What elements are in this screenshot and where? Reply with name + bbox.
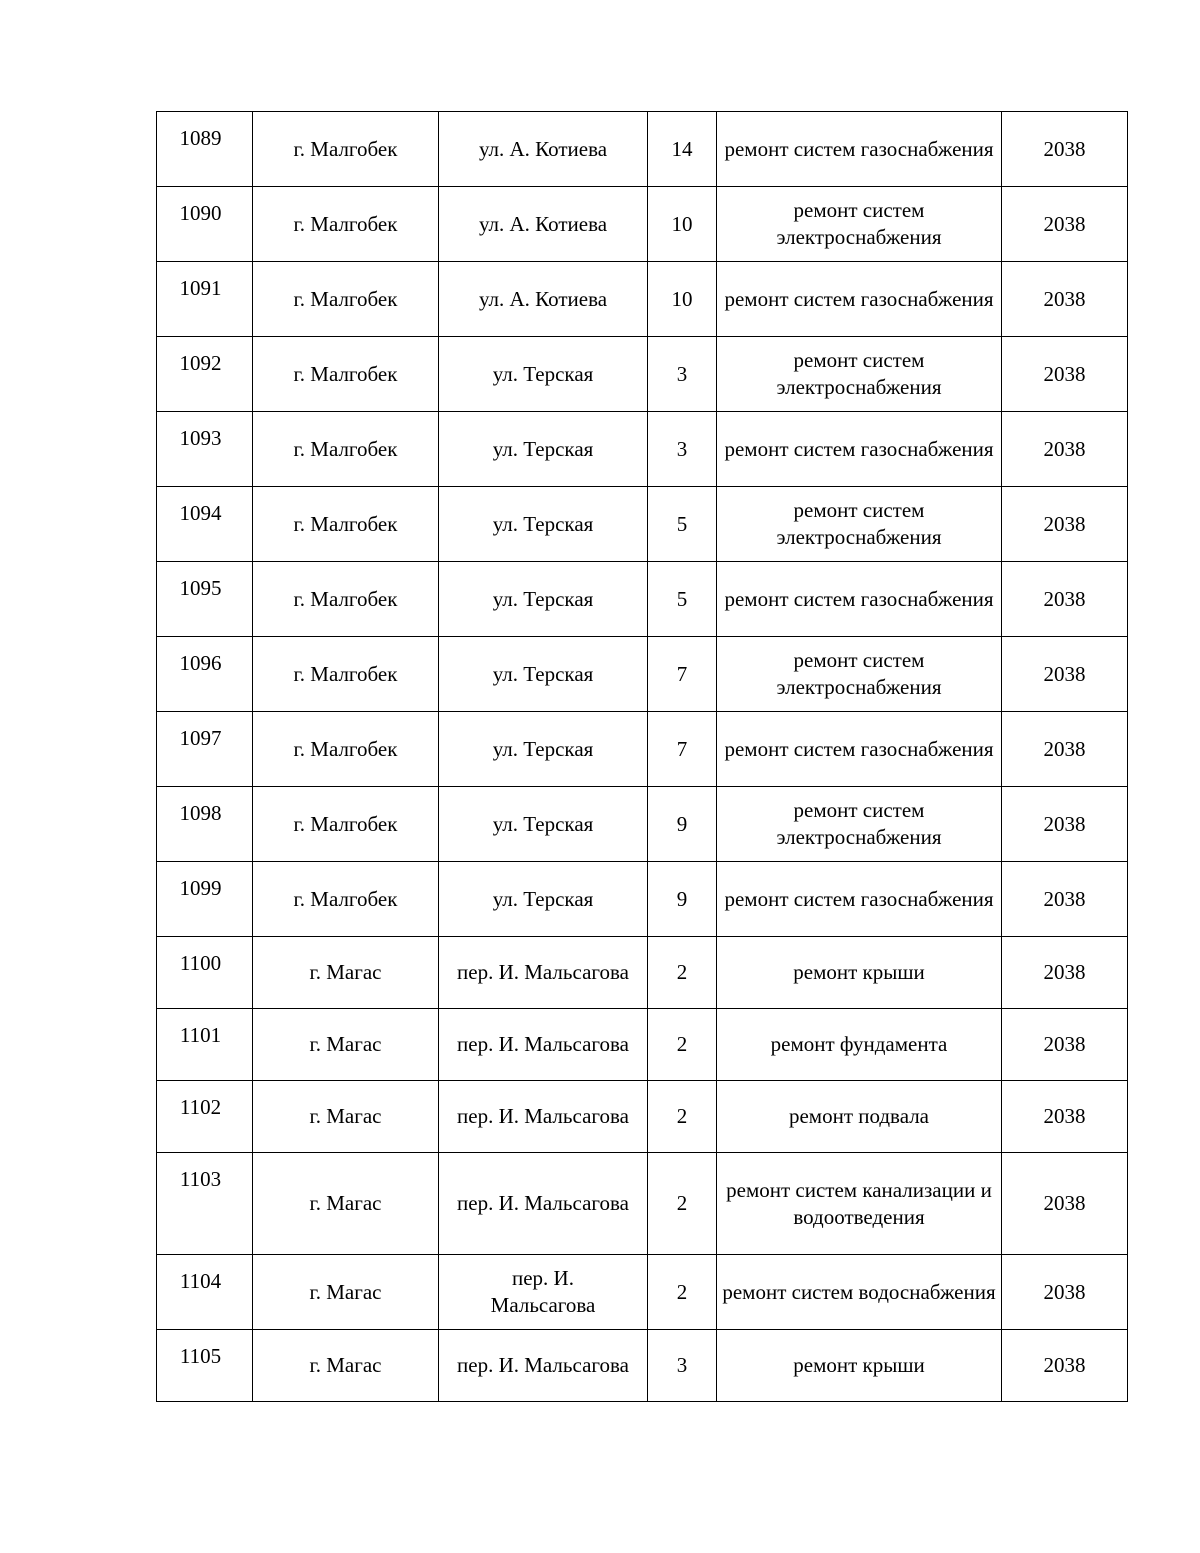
house-number-cell: 3 — [648, 1330, 717, 1402]
street-cell: пер. И. Мальсагова — [439, 1153, 648, 1255]
table-row — [157, 1009, 1128, 1081]
house-number-cell: 5 — [648, 562, 717, 637]
city-cell: г. Малгобек — [253, 637, 439, 712]
table-row — [157, 712, 1128, 787]
city-cell: г. Магас — [253, 1153, 439, 1255]
year-cell: 2038 — [1002, 1153, 1128, 1255]
table-row — [157, 1153, 1128, 1255]
city-cell: г. Магас — [253, 1330, 439, 1402]
table-row — [157, 1330, 1128, 1402]
house-number-cell: 2 — [648, 937, 717, 1009]
year-cell: 2038 — [1002, 412, 1128, 487]
row-number: 1103 — [157, 1153, 253, 1255]
row-number: 1095 — [157, 562, 253, 637]
street-cell: ул. А. Котиева — [439, 187, 648, 262]
street-cell: пер. И. Мальсагова — [439, 1009, 648, 1081]
row-number: 1101 — [157, 1009, 253, 1081]
table-row — [157, 412, 1128, 487]
house-number-cell: 5 — [648, 487, 717, 562]
table-row — [157, 562, 1128, 637]
city-cell: г. Малгобек — [253, 712, 439, 787]
street-cell: ул. Терская — [439, 712, 648, 787]
year-cell: 2038 — [1002, 1081, 1128, 1153]
row-number: 1099 — [157, 862, 253, 937]
work-type-cell: ремонт систем газоснабжения — [717, 712, 1002, 787]
work-type-cell: ремонт систем электроснабжения — [717, 187, 1002, 262]
house-number-cell: 9 — [648, 787, 717, 862]
street-cell: ул. Терская — [439, 487, 648, 562]
city-cell: г. Малгобек — [253, 412, 439, 487]
street-cell: пер. И. Мальсагова — [439, 937, 648, 1009]
city-cell: г. Малгобек — [253, 262, 439, 337]
work-type-cell: ремонт систем газоснабжения — [717, 862, 1002, 937]
house-number-cell: 3 — [648, 337, 717, 412]
table-row — [157, 1081, 1128, 1153]
city-cell: г. Магас — [253, 937, 439, 1009]
city-cell: г. Малгобек — [253, 487, 439, 562]
row-number: 1091 — [157, 262, 253, 337]
year-cell: 2038 — [1002, 1330, 1128, 1402]
house-number-cell: 2 — [648, 1009, 717, 1081]
house-number-cell: 2 — [648, 1153, 717, 1255]
row-number: 1105 — [157, 1330, 253, 1402]
table-row — [157, 787, 1128, 862]
year-cell: 2038 — [1002, 1009, 1128, 1081]
work-type-cell: ремонт систем газоснабжения — [717, 262, 1002, 337]
table-row — [157, 1255, 1128, 1330]
street-cell: пер. И. Мальсагова — [439, 1255, 648, 1330]
work-type-cell: ремонт систем канализации и водоотведения — [717, 1153, 1002, 1255]
work-type-cell: ремонт систем электроснабжения — [717, 787, 1002, 862]
house-number-cell: 2 — [648, 1255, 717, 1330]
city-cell: г. Магас — [253, 1081, 439, 1153]
city-cell: г. Малгобек — [253, 562, 439, 637]
table-row — [157, 337, 1128, 412]
street-cell: ул. Терская — [439, 562, 648, 637]
row-number: 1104 — [157, 1255, 253, 1330]
table-row — [157, 637, 1128, 712]
year-cell: 2038 — [1002, 112, 1128, 187]
work-type-cell: ремонт систем электроснабжения — [717, 637, 1002, 712]
street-cell: ул. А. Котиева — [439, 262, 648, 337]
street-cell: ул. Терская — [439, 787, 648, 862]
year-cell: 2038 — [1002, 637, 1128, 712]
work-type-cell: ремонт крыши — [717, 1330, 1002, 1402]
row-number: 1092 — [157, 337, 253, 412]
table-row — [157, 112, 1128, 187]
year-cell: 2038 — [1002, 262, 1128, 337]
table-row — [157, 937, 1128, 1009]
city-cell: г. Магас — [253, 1009, 439, 1081]
year-cell: 2038 — [1002, 487, 1128, 562]
table-row — [157, 487, 1128, 562]
table-row — [157, 262, 1128, 337]
work-type-cell: ремонт систем водоснабжения — [717, 1255, 1002, 1330]
row-number: 1089 — [157, 112, 253, 187]
street-cell: ул. Терская — [439, 637, 648, 712]
table-row — [157, 862, 1128, 937]
row-number: 1097 — [157, 712, 253, 787]
street-cell: ул. А. Котиева — [439, 112, 648, 187]
street-cell: пер. И. Мальсагова — [439, 1330, 648, 1402]
work-type-cell: ремонт фундамента — [717, 1009, 1002, 1081]
house-number-cell: 2 — [648, 1081, 717, 1153]
work-type-cell: ремонт подвала — [717, 1081, 1002, 1153]
row-number: 1098 — [157, 787, 253, 862]
row-number: 1090 — [157, 187, 253, 262]
city-cell: г. Магас — [253, 1255, 439, 1330]
street-cell: пер. И. Мальсагова — [439, 1081, 648, 1153]
house-number-cell: 7 — [648, 712, 717, 787]
work-type-cell: ремонт систем электроснабжения — [717, 337, 1002, 412]
house-number-cell: 10 — [648, 262, 717, 337]
year-cell: 2038 — [1002, 187, 1128, 262]
year-cell: 2038 — [1002, 787, 1128, 862]
year-cell: 2038 — [1002, 712, 1128, 787]
table-row — [157, 187, 1128, 262]
row-number: 1102 — [157, 1081, 253, 1153]
work-type-cell: ремонт систем электроснабжения — [717, 487, 1002, 562]
work-type-cell: ремонт систем газоснабжения — [717, 112, 1002, 187]
work-type-cell: ремонт систем газоснабжения — [717, 562, 1002, 637]
row-number: 1093 — [157, 412, 253, 487]
repair-schedule-table — [156, 111, 1128, 1402]
city-cell: г. Малгобек — [253, 112, 439, 187]
city-cell: г. Малгобек — [253, 337, 439, 412]
year-cell: 2038 — [1002, 337, 1128, 412]
row-number: 1100 — [157, 937, 253, 1009]
year-cell: 2038 — [1002, 562, 1128, 637]
house-number-cell: 9 — [648, 862, 717, 937]
city-cell: г. Малгобек — [253, 862, 439, 937]
work-type-cell: ремонт систем газоснабжения — [717, 412, 1002, 487]
year-cell: 2038 — [1002, 1255, 1128, 1330]
house-number-cell: 10 — [648, 187, 717, 262]
street-cell: ул. Терская — [439, 337, 648, 412]
row-number: 1094 — [157, 487, 253, 562]
row-number: 1096 — [157, 637, 253, 712]
city-cell: г. Малгобек — [253, 187, 439, 262]
street-cell: ул. Терская — [439, 412, 648, 487]
year-cell: 2038 — [1002, 937, 1128, 1009]
street-cell: ул. Терская — [439, 862, 648, 937]
house-number-cell: 14 — [648, 112, 717, 187]
house-number-cell: 7 — [648, 637, 717, 712]
year-cell: 2038 — [1002, 862, 1128, 937]
house-number-cell: 3 — [648, 412, 717, 487]
work-type-cell: ремонт крыши — [717, 937, 1002, 1009]
city-cell: г. Малгобек — [253, 787, 439, 862]
